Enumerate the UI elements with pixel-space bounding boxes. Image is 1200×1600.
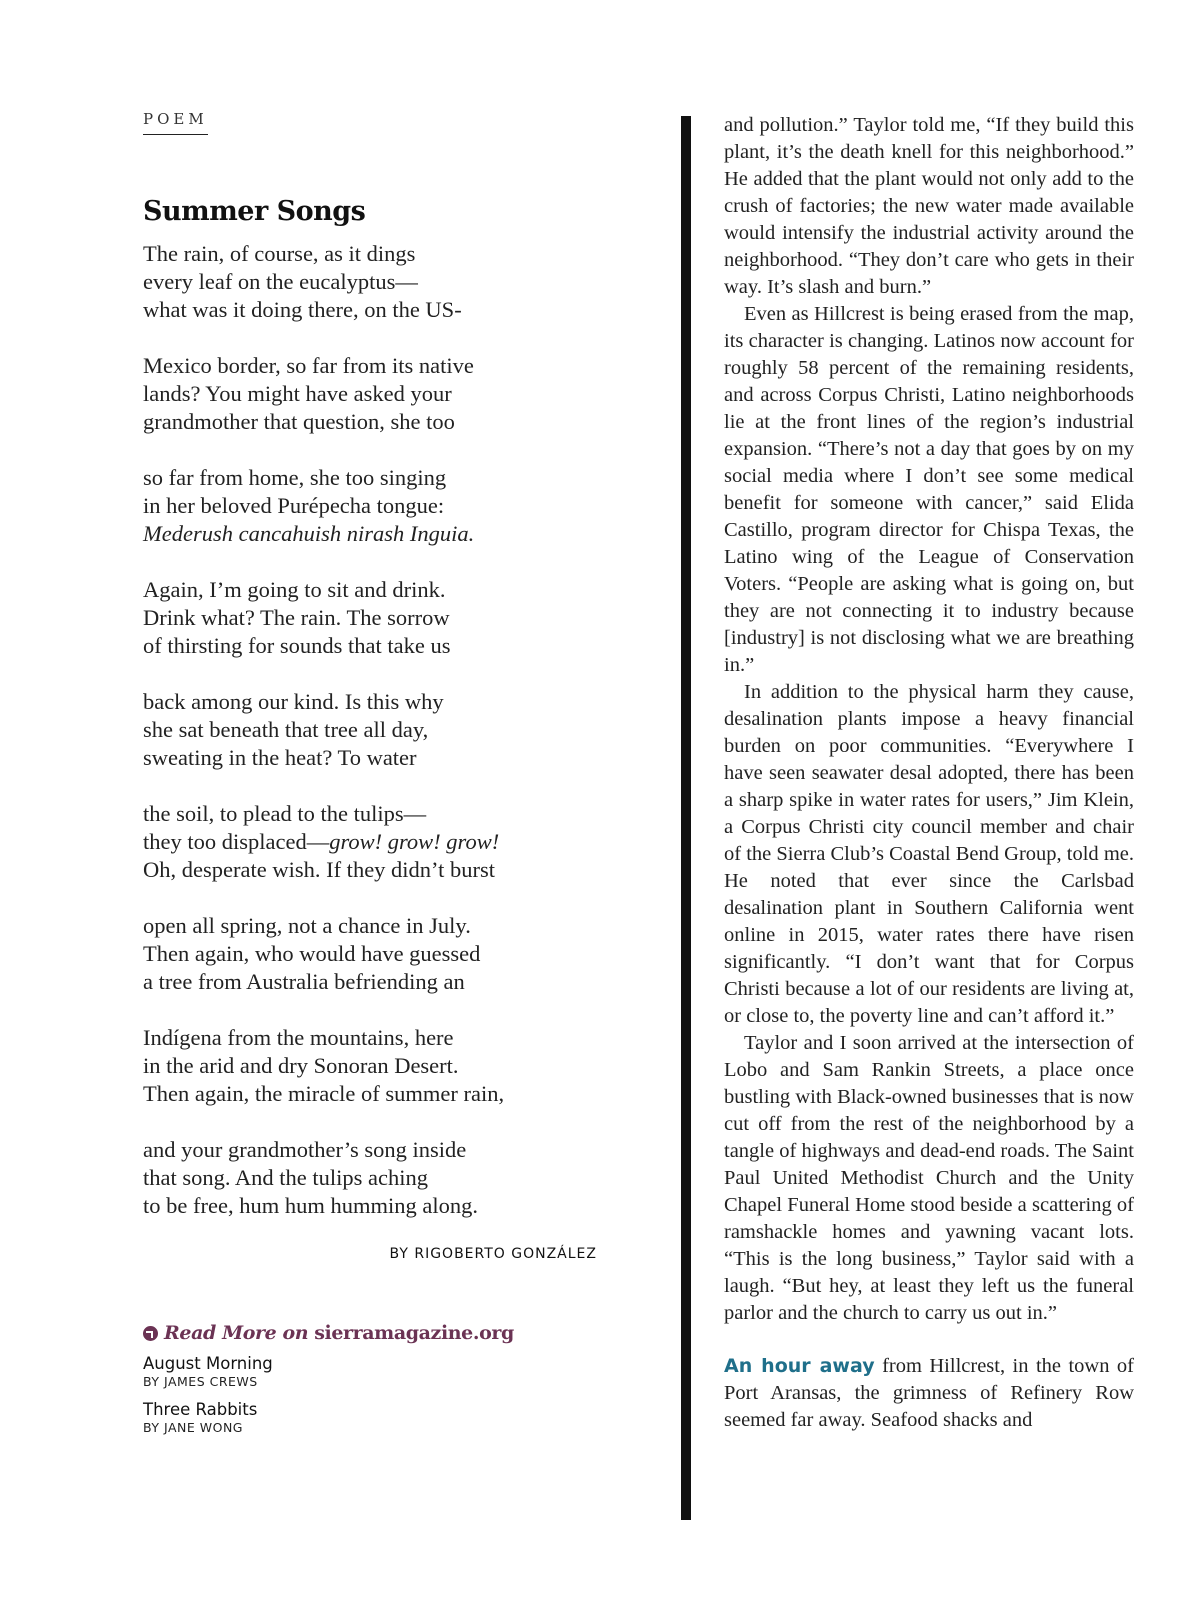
poem-line: Mexico border, so far from its native bbox=[143, 353, 474, 378]
poem-line: lands? You might have asked your bbox=[143, 381, 452, 406]
poem-body bbox=[143, 240, 613, 1248]
poem-line: sweating in the heat? To water bbox=[143, 745, 417, 770]
poem-stanza bbox=[143, 352, 613, 436]
related-title: Three Rabbits bbox=[143, 1400, 258, 1419]
poem-line: she sat beneath that tree all day, bbox=[143, 717, 429, 742]
poem-line: that song. And the tulips aching bbox=[143, 1165, 428, 1190]
poem-byline: BY RIGOBERTO GONZÁLEZ bbox=[389, 1246, 597, 1262]
poem-line: back among our kind. Is this why bbox=[143, 689, 444, 714]
poem-line: to be free, hum hum humming along. bbox=[143, 1193, 478, 1218]
poem-line: Then again, who would have guessed bbox=[143, 941, 481, 966]
poem-line-emphasis: grow! grow! grow! bbox=[329, 829, 500, 854]
read-more-site: sierramagazine.org bbox=[314, 1322, 514, 1344]
poem-line: the soil, to plead to the tulips— bbox=[143, 801, 427, 826]
poem-title: Summer Songs bbox=[143, 196, 366, 227]
poem-line: Again, I’m going to sit and drink. bbox=[143, 577, 446, 602]
section-kicker: POEM bbox=[143, 110, 208, 135]
poem-line: of thirsting for sounds that take us bbox=[143, 633, 451, 658]
poem-line: open all spring, not a chance in July. bbox=[143, 913, 471, 938]
article-paragraph: Taylor and I soon arrived at the intersection of Lobo and Sam Rankin Streets, a place once bustling with Black-owned businesses that is now cut off from the rest of the neighborhood by a tangle of highways and dead-end roads. The Saint Paul United Methodist Church and the Unity Chapel Funeral Home stood beside a scattering of ramshackle homes and yawning vacant lots. “This is the long business,” Taylor said with a laugh. “But hey, at least they left us the funeral parlor and the church to carry us out in.” bbox=[724, 1032, 1134, 1324]
read-more-label: Read More on bbox=[164, 1322, 309, 1344]
poem-line: grandmother that question, she too bbox=[143, 409, 455, 434]
related-title: August Morning bbox=[143, 1354, 273, 1373]
poem-line: in the arid and dry Sonoran Desert. bbox=[143, 1053, 459, 1078]
poem-line-mixed bbox=[143, 828, 613, 856]
article-paragraph: In addition to the physical harm they cause, desalination plants impose a heavy financial burden on poor communities. “Everywhere I have seen seawater desal adopted, there has been a sharp spike in water rates for users,” Jim Klein, a Corpus Christi city council member and chair of the Sierra Club’s Coastal Bend Group, told me. He noted that ever since the Carlsbad desalination plant in Southern California went online in 2015, water rates there have risen significantly. “I don’t want that for Corpus Christi because a lot of our residents are living at, or close to, the poverty line and can’t afford it.” bbox=[724, 681, 1134, 1027]
poem-line: what was it doing there, on the US- bbox=[143, 297, 462, 322]
poem-stanza bbox=[143, 464, 613, 548]
poem-line: every leaf on the eucalyptus— bbox=[143, 269, 418, 294]
poem-stanza bbox=[143, 576, 613, 660]
poem-line: Indígena from the mountains, here bbox=[143, 1025, 454, 1050]
section-text: from Hillcrest, in the town of Port Aransas, the grimness of Refinery Row seemed far away. Seafood shacks and bbox=[724, 1355, 1134, 1431]
article-paragraph: Even as Hillcrest is being erased from the map, its character is changing. Latinos now account for roughly 58 percent of the remaining residents, and across Corpus Christi, Latino neighborhoods lie at the front lines of the region’s industrial expansion. “There’s not a day that goes by on my social media where I don’t see some medical benefit for someone with cancer,” said Elida Castillo, program director for Chispa Texas, the Latino wing of the League of Conservation Voters. “People are asking what is going on, but they are not connecting it to industry because [industry] is not disclosing what we are breathing in.” bbox=[724, 303, 1134, 676]
read-more-link[interactable] bbox=[143, 1322, 613, 1344]
poem-line: a tree from Australia befriending an bbox=[143, 969, 465, 994]
purepecha-phrase: Mederush cancahuish nirash Inguia. bbox=[143, 521, 475, 546]
column-divider-rule bbox=[681, 116, 691, 1520]
poem-line: Then again, the miracle of summer rain, bbox=[143, 1081, 505, 1106]
poem-line-italic bbox=[143, 520, 613, 548]
poem-line: and your grandmother’s song inside bbox=[143, 1137, 467, 1162]
poem-stanza bbox=[143, 688, 613, 772]
poem-stanza bbox=[143, 912, 613, 996]
poem-line: Oh, desperate wish. If they didn’t burst bbox=[143, 857, 496, 882]
poem-line: The rain, of course, as it dings bbox=[143, 241, 416, 266]
article-column bbox=[724, 112, 1134, 1434]
poem-line: in her beloved Purépecha tongue: bbox=[143, 493, 445, 518]
poem-stanza bbox=[143, 800, 613, 884]
poem-stanza bbox=[143, 1024, 613, 1108]
related-author: BY JANE WONG bbox=[143, 1420, 243, 1435]
section-kicker-wrap bbox=[143, 110, 603, 135]
arrow-circle-icon bbox=[143, 1326, 158, 1341]
poem-line: so far from home, she too singing bbox=[143, 465, 447, 490]
poem-stanza bbox=[143, 240, 613, 324]
article-section-paragraph bbox=[724, 1353, 1134, 1434]
poem-line: Drink what? The rain. The sorrow bbox=[143, 605, 450, 630]
read-more-box bbox=[143, 1322, 613, 1436]
related-item[interactable] bbox=[143, 1400, 613, 1436]
poem-stanza bbox=[143, 1136, 613, 1220]
related-item[interactable] bbox=[143, 1354, 613, 1390]
section-lead-in: An hour away bbox=[724, 1355, 875, 1377]
poem-line-plain: they too displaced— bbox=[143, 829, 330, 854]
article-paragraph: and pollution.” Taylor told me, “If they build this plant, it’s the death knell for this neighborhood.” He added that the plant would not only add to the crush of factories; the new water made available would intensify the industrial activity around the neighborhood. “They don’t care who gets in their way. It’s slash and burn.” bbox=[724, 114, 1134, 298]
related-author: BY JAMES CREWS bbox=[143, 1374, 258, 1389]
